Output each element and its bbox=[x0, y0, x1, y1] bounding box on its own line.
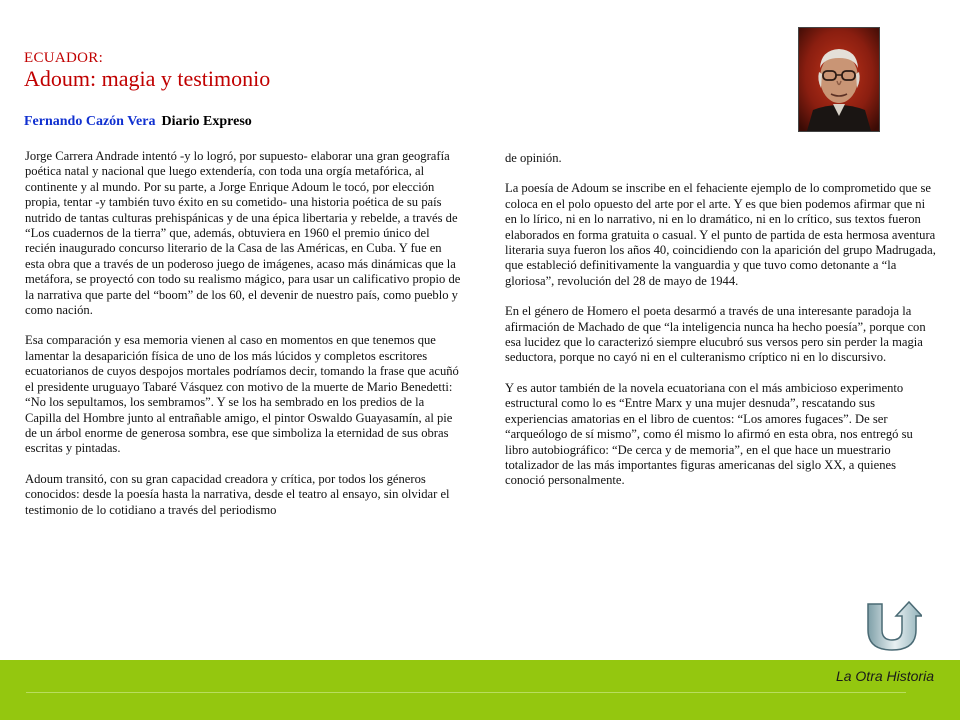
footer-divider bbox=[26, 692, 906, 693]
kicker: ECUADOR: bbox=[24, 50, 104, 66]
article-column-left bbox=[25, 149, 461, 533]
paragraph: La poesía de Adoum se inscribe en el fehaciente ejemplo de lo comprometido que se coloca en el polo opuesto del arte por el arte. Y es que bien podemos afirmar que ni en lo lírico, ni en lo narrativo, ni en lo dramático, ni en lo crítico, sus textos fueron elaborados en forma gratuita o casual. Y el punto de partida de esta hermosa aventura literaria suya fueron los años 40, coincidiendo con la aparición del grupo Madrugada, que estableció definitivamente la vanguardia y que tuvo como detonante a “la gloriosa”, revolución del 28 de mayo de 1944. bbox=[505, 181, 936, 288]
article-column-right bbox=[505, 151, 937, 504]
author-name: Fernando Cazón Vera bbox=[24, 114, 156, 129]
paragraph: Y es autor también de la novela ecuatoriana con el más ambicioso experimento estructural como lo es “Entre Marx y una mujer desnuda”, rescatando sus experiencias amatorias en el libro de cuentos: “Los amores fugaces”. De ser “arqueólogo de sí mismo”, como él mismo lo afirmó en esta obra, nos entregó su libro autobiográfico: “De cerca y de memoria”, en el que hace un muestrario totalizador de las más importantes figuras americanas del siglo XX, a quienes conoció personalmente. bbox=[505, 380, 913, 488]
publication-name: Diario Expreso bbox=[161, 114, 252, 129]
author-portrait-icon bbox=[799, 28, 879, 131]
return-button[interactable] bbox=[862, 600, 922, 652]
footer-bar bbox=[0, 660, 960, 720]
paragraph: Adoum transitó, con su gran capacidad creadora y crítica, por todos los géneros conocidos: desde la poesía hasta la narrativa, desde el teatro al ensayo, sin olvidar el testimonio de lo cotidiano a través del periodismo bbox=[25, 471, 450, 517]
paragraph: Jorge Carrera Andrade intentó -y lo logró, por supuesto- elaborar una gran geografía poética natal y nacional que luego extendería, con toda una orgía metafórica, al continente y al mundo. Por su parte, a Jorge Enrique Adoum le tocó, por elección propia, tentar -y también tuvo éxito en su cometido- una historia poética de su país nutrido de tantas culturas prehispánicas y de una épica libertaria y rebelde, a través de “Los cuadernos de la tierra” que, además, obtuviera en 1960 el premio único del recién inaugurado concurso literario de la Casa de las Américas, en Cuba. Y fue en esta obra que a través de un poderoso juego de imágenes, acaso más dinámicas que la metáfora, se proyectó con todo su realismo mágico, para usar un calificativo propio de la narrativa que parte del “boom” de los 60, el devenir de nuestro país, como pueblo y como nación. bbox=[25, 149, 461, 318]
footer-label: La Otra Historia bbox=[835, 668, 934, 684]
paragraph: En el género de Homero el poeta desarmó a través de una interesante paradoja la afirmación de Machado de que “la inteligencia nunca ha hecho poesía”, porque con esa lucidez que lo caracterizó siempre elucubró sus versos pero sin perder la magia seductora, porque no cayó ni en el culteranismo críptico ni en lo discursivo. bbox=[505, 304, 926, 365]
u-turn-arrow-icon bbox=[862, 600, 922, 652]
author-photo bbox=[798, 27, 880, 132]
paragraph: de opinión. bbox=[505, 151, 562, 165]
paragraph: Esa comparación y esa memoria vienen al caso en momentos en que tenemos que lamentar la desaparición física de uno de los más lúcidos y completos escritores ecuatorianos de cuyos despojos mortales podríamos decir, tomando la frase que acuñó el presidente uruguayo Tabaré Vásquez con motivo de la muerte de Mario Benedetti: “No los sepultamos, los sembramos”. Y se los ha sembrado en los predios de la Capilla del Hombre junto al entrañable amigo, el pintor Oswaldo Guayasamín, al pie de un árbol enorme de generosa sombra, ese que simboliza la eternidad de sus obras escritas y pintadas. bbox=[25, 333, 459, 456]
byline bbox=[24, 114, 252, 130]
page-title: Adoum: magia y testimonio bbox=[24, 66, 271, 91]
